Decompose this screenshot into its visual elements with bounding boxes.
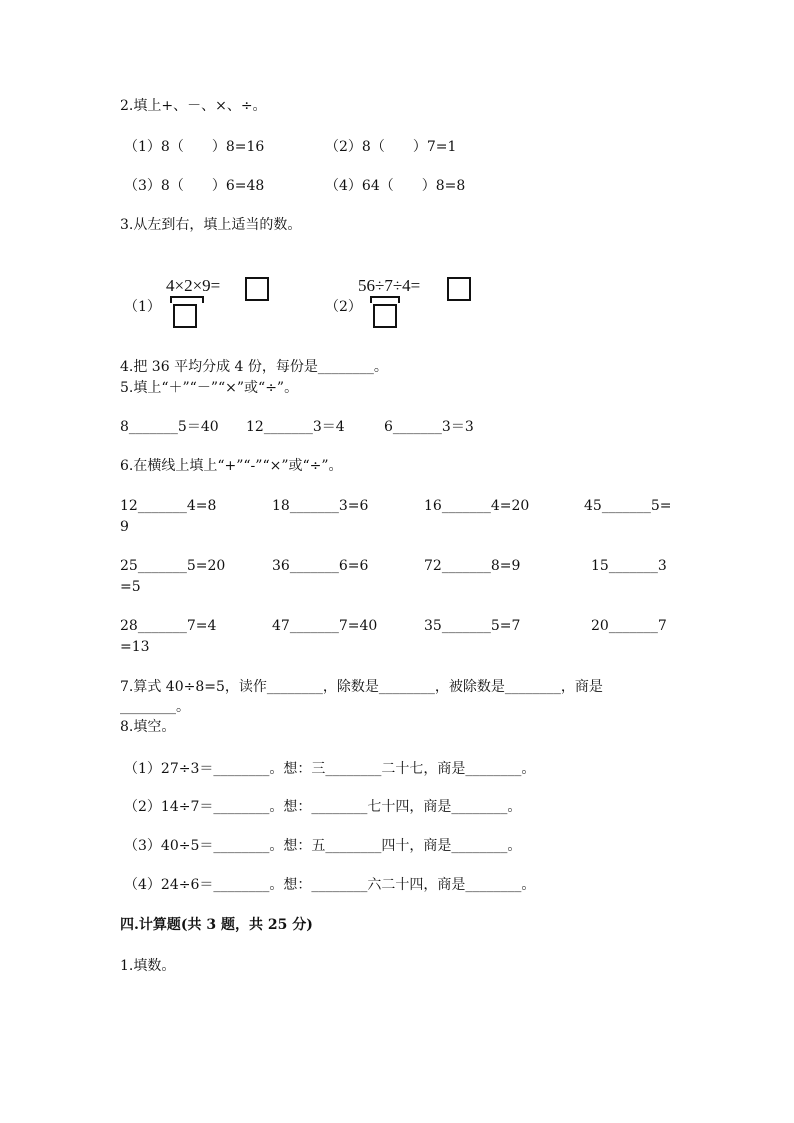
q3-part1-bracket-left [170, 296, 172, 303]
q6-title: 6.在横线上填上“+”“-”“×”或“÷”。 [120, 458, 343, 474]
q3-part2-step-box[interactable] [373, 304, 397, 328]
q3-part2-answer-box[interactable] [447, 277, 471, 301]
q6-r1-continuation: 9 [120, 519, 129, 535]
q6-r1-a: 12_______4=8 [120, 498, 217, 514]
q6-r1-d: 45_______5= [584, 498, 672, 514]
q8-item-4: （4）24÷6＝________。想：________六二十四，商是________。 [124, 877, 536, 893]
q3-part1-label: （1） [124, 299, 161, 315]
q6-r3-b: 47_______7=40 [272, 618, 378, 634]
section-4-heading: 四.计算题(共 3 题，共 25 分) [120, 917, 313, 933]
q3-part2-bracket [370, 296, 400, 298]
q4-text: 4.把 36 平均分成 4 份，每份是________。 [120, 359, 388, 375]
q6-r2-continuation: =5 [120, 579, 141, 595]
q3-part1-expression: 4×2×9= [166, 276, 221, 295]
q7-line-2: ________。 [120, 699, 190, 715]
q5-item-2: 12_______3＝4 [246, 419, 345, 435]
q6-r3-continuation: =13 [120, 639, 150, 655]
q6-r1-b: 18_______3=6 [272, 498, 369, 514]
q3-part2-bracket-right [398, 296, 400, 303]
q8-item-1: （1）27÷3＝________。想：三________二十七，商是________。 [124, 761, 536, 777]
q5-item-1: 8_______5＝40 [120, 419, 219, 435]
q2-item-3: （3）8（ ）6=48 [124, 178, 265, 194]
q3-part1-answer-box[interactable] [245, 277, 269, 301]
q7-line-1: 7.算式 40÷8=5，读作________，除数是________，被除数是________，商是 [120, 679, 603, 695]
q6-r2-a: 25_______5=20 [120, 558, 226, 574]
q5-item-3: 6_______3＝3 [384, 419, 474, 435]
q3-part1-bracket [170, 296, 204, 298]
q8-item-3: （3）40÷5＝________。想：五________四十，商是________。 [124, 838, 522, 854]
q3-part2-label: （2） [325, 299, 362, 315]
q2-item-2: （2）8（ ）7=1 [325, 139, 457, 155]
q3-title: 3.从左到右，填上适当的数。 [120, 217, 302, 233]
q8-item-2: （2）14÷7＝________。想：________七十四，商是________。 [124, 799, 522, 815]
q2-item-1: （1）8（ ）8=16 [124, 139, 265, 155]
q5-title: 5.填上“＋”“－”“×”或“÷”。 [120, 380, 299, 396]
q6-r2-b: 36_______6=6 [272, 558, 369, 574]
q6-r3-a: 28_______7=4 [120, 618, 217, 634]
q6-r2-d: 15_______3 [591, 558, 667, 574]
q6-r1-c: 16_______4=20 [424, 498, 530, 514]
q2-title: 2.填上+、－、×、÷。 [120, 98, 267, 114]
calc-q1-text: 1.填数。 [120, 958, 176, 974]
q3-part2-bracket-left [370, 296, 372, 303]
q2-item-4: （4）64（ ）8=8 [325, 178, 466, 194]
q3-part1-step-box[interactable] [173, 304, 197, 328]
q6-r2-c: 72_______8=9 [424, 558, 521, 574]
q3-part2-expression: 56÷7÷4= [358, 276, 421, 295]
q6-r3-d: 20_______7 [591, 618, 667, 634]
q8-title: 8.填空。 [120, 719, 176, 735]
q6-r3-c: 35_______5=7 [424, 618, 521, 634]
q3-part1-bracket-right [202, 296, 204, 303]
